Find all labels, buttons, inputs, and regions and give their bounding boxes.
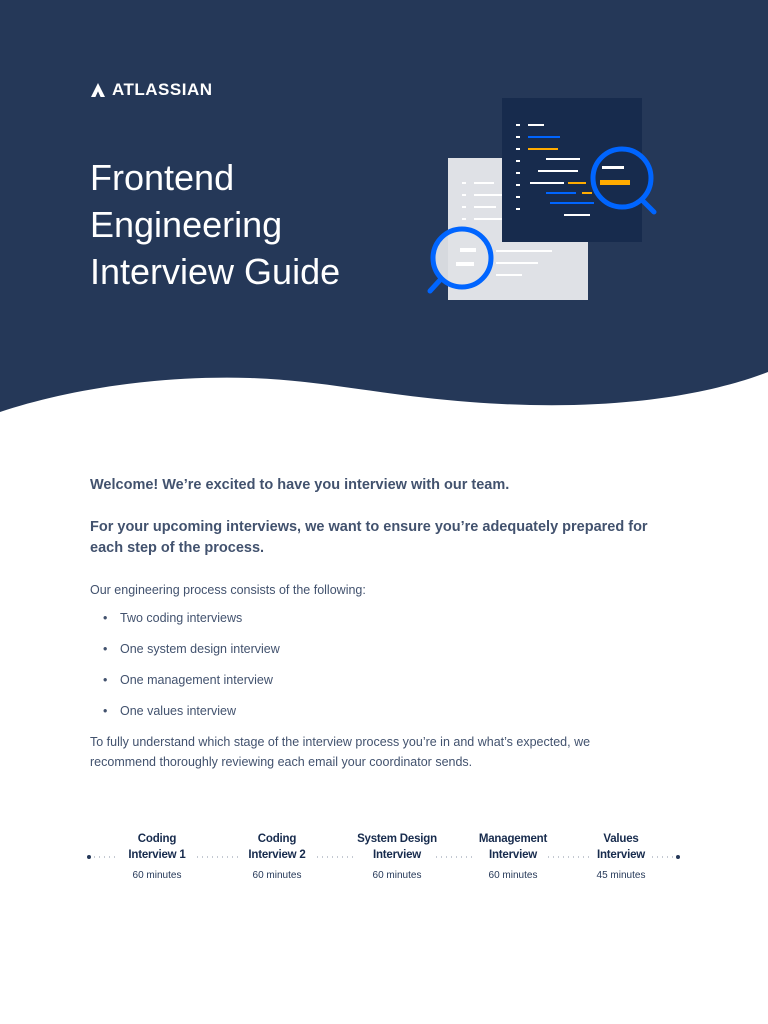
stage-duration: 60 minutes xyxy=(132,870,182,881)
list-item: • One values interview xyxy=(90,701,650,732)
stage-name: Management Interview xyxy=(478,833,548,861)
timeline-stage xyxy=(222,832,332,881)
closing-text: To fully understand which stage of the interview process you’re in and what’s expected, we recommend thoroughly reviewing each email your coordinator sends. xyxy=(90,735,591,769)
prep-heading: For your upcoming interviews, we want to ensure you’re adequately prepared for each step of the process. xyxy=(90,519,648,556)
list-item-text: Two coding interviews xyxy=(120,611,243,625)
list-item: • One system design interview xyxy=(90,639,650,670)
stage-duration: 45 minutes xyxy=(596,870,646,881)
list-item: • Two coding interviews xyxy=(90,608,650,639)
list-item-text: One management interview xyxy=(120,673,273,687)
hero-banner xyxy=(0,0,768,420)
stage-duration: 60 minutes xyxy=(488,870,538,881)
interview-timeline xyxy=(0,820,768,900)
stage-name: Coding Interview 2 xyxy=(248,833,306,861)
code-review-illustration xyxy=(426,96,666,306)
stage-duration: 60 minutes xyxy=(252,870,302,881)
timeline-stage xyxy=(458,832,568,881)
list-item: • One management interview xyxy=(90,670,650,701)
timeline-stage xyxy=(102,832,212,881)
process-steps-list xyxy=(90,608,650,732)
stage-name: System Design Interview xyxy=(357,833,437,861)
page-title: Frontend Engineering Interview Guide xyxy=(90,157,341,292)
atlassian-logo-icon xyxy=(90,82,106,98)
welcome-heading: Welcome! We’re excited to have you interview with our team. xyxy=(90,477,510,493)
intro-section xyxy=(90,475,650,772)
list-item-text: One system design interview xyxy=(120,642,280,656)
process-intro-text: Our engineering process consists of the following: xyxy=(90,583,366,597)
logo-text: ATLASSIAN xyxy=(112,80,213,99)
list-item-text: One values interview xyxy=(120,704,237,718)
stage-name: Values Interview xyxy=(596,833,646,861)
magnifier-icon xyxy=(430,229,491,291)
stage-name: Coding Interview 1 xyxy=(128,833,186,861)
atlassian-logo xyxy=(90,80,213,100)
stage-duration: 60 minutes xyxy=(372,870,422,881)
timeline-stage xyxy=(566,832,676,881)
timeline-stage xyxy=(342,832,452,881)
